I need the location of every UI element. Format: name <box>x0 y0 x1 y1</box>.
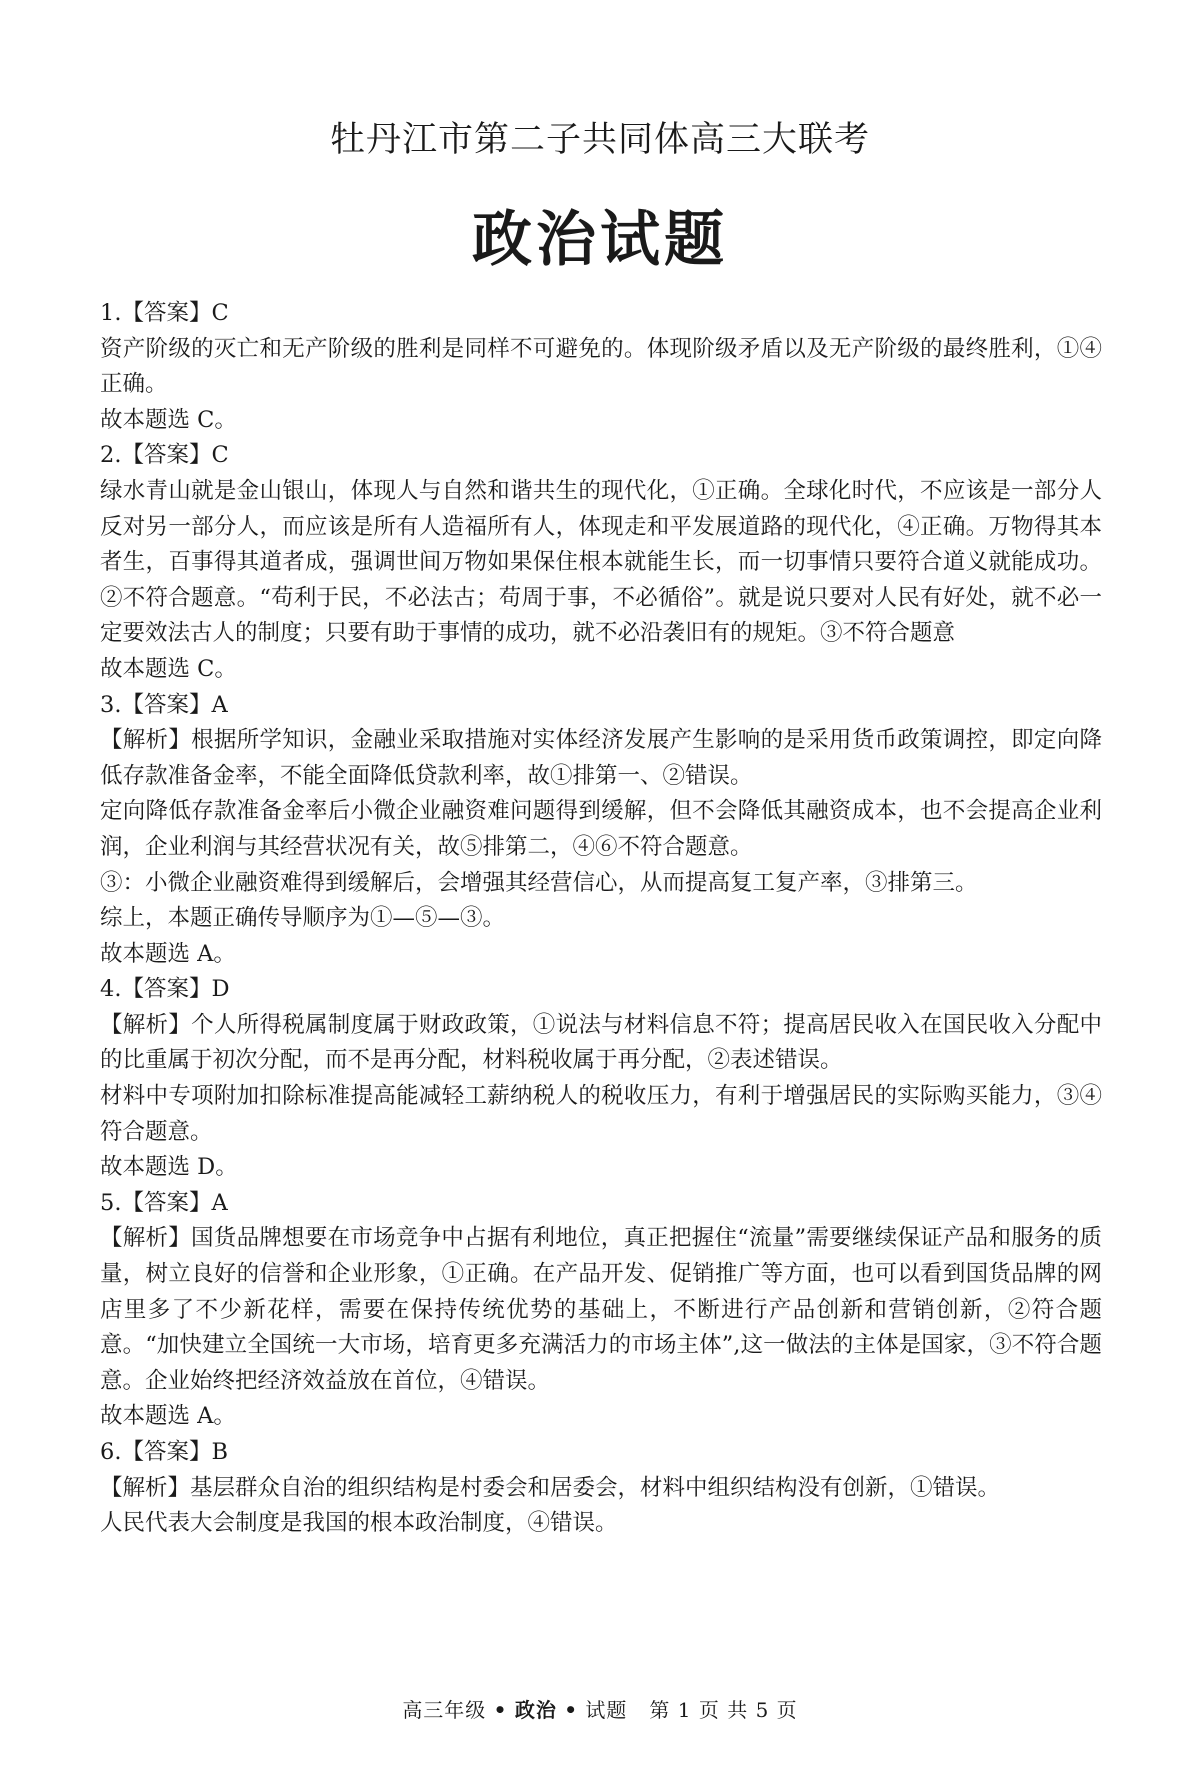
question-block <box>100 438 1102 687</box>
footer-kind: 试题 <box>585 1698 628 1722</box>
explanation-paragraph: 人民代表大会制度是我国的根本政治制度，④错误。 <box>100 1510 618 1537</box>
conclusion-line: 故本题选 A。 <box>100 1403 236 1430</box>
page-footer <box>0 1694 1200 1723</box>
conclusion-line: 故本题选 D。 <box>100 1154 238 1181</box>
question-block <box>100 688 1102 973</box>
explanation-paragraph: 【解析】基层群众自治的组织结构是村委会和居委会，材料中组织结构没有创新，①错误。 <box>100 1474 1001 1501</box>
question-block <box>100 1435 1102 1542</box>
explanation-paragraph: 资产阶级的灭亡和无产阶级的胜利是同样不可避免的。体现阶级矛盾以及无产阶级的最终胜利，①④正确。 <box>100 335 1102 398</box>
answer-label: 4.【答案】D <box>100 976 230 1003</box>
conclusion-line: 故本题选 A。 <box>100 940 236 967</box>
page-number: 第 1 页 共 5 页 <box>649 1698 798 1722</box>
page-title: 政治试题 <box>472 205 728 275</box>
question-block <box>100 972 1102 1186</box>
answer-label: 3.【答案】A <box>100 691 228 718</box>
footer-separator: • <box>564 1698 578 1722</box>
footer-separator: • <box>493 1698 508 1722</box>
answer-label: 5.【答案】A <box>100 1189 228 1216</box>
exam-header: 牡丹江市第二子共同体高三大联考 <box>329 120 870 160</box>
conclusion-line: 故本题选 C。 <box>100 406 237 433</box>
summary-line: 综上，本题正确传导顺序为①—⑤—③。 <box>100 905 506 932</box>
answer-label: 2.【答案】C <box>100 442 229 469</box>
explanation-paragraph: 【解析】根据所学知识，金融业采取措施对实体经济发展产生影响的是采用货币政策调控，即定向降低存款准备金率，不能全面降低贷款利率，故①排第一、②错误。 <box>100 727 1102 789</box>
answer-content <box>100 296 1102 1542</box>
conclusion-line: 故本题选 C。 <box>100 655 237 682</box>
explanation-paragraph: 【解析】个人所得税属制度属于财政政策，①说法与材料信息不符；提高居民收入在国民收入分配中的比重属于初次分配，而不是再分配，材料税收属于再分配，②表述错误。 <box>100 1011 1102 1074</box>
answer-label: 6.【答案】B <box>100 1439 229 1465</box>
explanation-paragraph: 定向降低存款准备金率后小微企业融资难问题得到缓解，但不会降低其融资成本，也不会提高企业利润，企业利润与其经营状况有关，故⑤排第二，④⑥不符合题意。 <box>100 798 1102 860</box>
footer-subject: 政治 <box>514 1698 557 1722</box>
answer-label: 1.【答案】C <box>100 300 229 326</box>
explanation-paragraph: 绿水青山就是金山银山，体现人与自然和谐共生的现代化，①正确。全球化时代，不应该是一部分人反对另一部分人，而应该是所有人造福所有人，体现走和平发展道路的现代化，④正确。万物得其本者生，百事得其道者成，强调世间万物如果保住根本就能生长，而一切事情只要符合道义就能成功。②不符合题意。“苟利于民，不必法古；苟周于事，不必循俗”。就是说只要对人民有好处，就不必一定要效法古人的制度；只要有助于事情的成功，就不必沿袭旧有的规矩。③不符合题意 <box>100 477 1102 647</box>
footer-grade: 高三年级 <box>402 1698 487 1722</box>
explanation-paragraph: ③：小微企业融资难得到缓解后，会增强其经营信心，从而提高复工复产率，③排第三。 <box>100 869 978 896</box>
explanation-paragraph: 【解析】国货品牌想要在市场竞争中占据有利地位，真正把握住“流量”需要继续保证产品和服务的质量，树立良好的信誉和企业形象，①正确。在产品开发、促销推广等方面，也可以看到国货品牌的网店里多了不少新花样，需要在保持传统优势的基础上，不断进行产品创新和营销创新，②符合题意。“加快建立全国统一大市场，培育更多充满活力的市场主体”,这一做法的主体是国家，③不符合题意。企业始终把经济效益放在首位，④错误。 <box>100 1225 1102 1394</box>
question-block <box>100 296 1102 438</box>
question-block <box>100 1186 1102 1435</box>
explanation-paragraph: 材料中专项附加扣除标准提高能减轻工薪纳税人的税收压力，有利于增强居民的实际购买能力，③④符合题意。 <box>100 1083 1102 1145</box>
